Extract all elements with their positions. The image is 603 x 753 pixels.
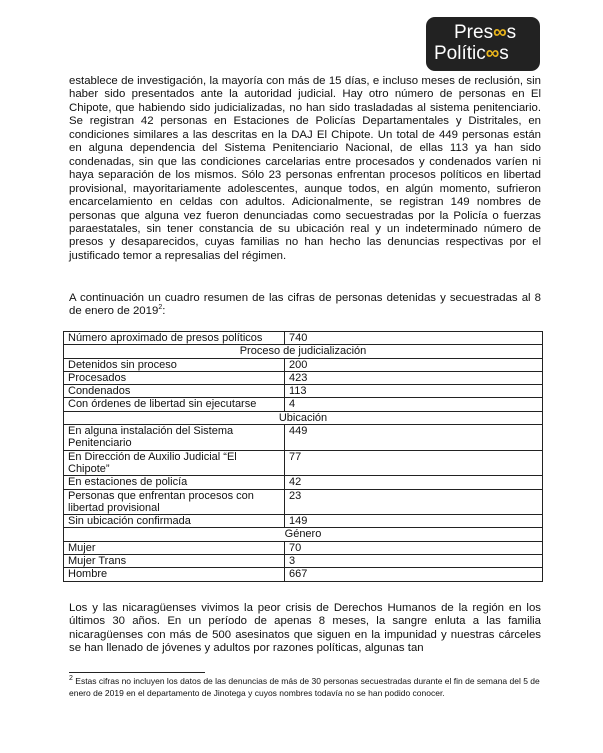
logo-text-presos: Pres — [454, 22, 494, 43]
logo-line-2 — [426, 43, 540, 64]
section-row — [64, 528, 543, 541]
row-label: Personas que enfrentan procesos con libertad provisional — [64, 489, 285, 515]
row-label: Número aproximado de presos políticos — [64, 332, 285, 345]
row-value: 4 — [285, 398, 543, 411]
row-value: 42 — [285, 476, 543, 489]
row-value: 423 — [285, 371, 543, 384]
row-value: 70 — [285, 541, 543, 554]
table-row — [64, 450, 543, 476]
row-label: Sin ubicación confirmada — [64, 515, 285, 528]
row-value: 149 — [285, 515, 543, 528]
row-label: En Dirección de Auxilio Judicial “El Chipote” — [64, 450, 285, 476]
summary-table-container — [63, 331, 543, 582]
row-value: 449 — [285, 425, 543, 451]
table-row — [64, 358, 543, 371]
row-label: Hombre — [64, 568, 285, 581]
row-label: Detenidos sin proceso — [64, 358, 285, 371]
footnote-ref: 2 — [158, 304, 163, 312]
footnote-text: Estas cifras no incluyen los datos de las denuncias de más de 30 personas secuestradas durante el fin de semana del 5 de enero de 2019 en el departamento de Jinotega y cuyos nombres todavía no se han podido conocer. — [69, 676, 540, 698]
paragraph-crisis: Los y las nicaragüenses vivimos la peor crisis de Derechos Humanos de la región en los últimos 30 años. En un período de apenas 8 meses, la sangre enluta a las familia nicaragüenses con más de 500 asesinatos que siguen en la impunidad y nuestras cárceles se han llenado de jóvenes y adultos por razones políticas, algunas tan — [69, 602, 541, 655]
paragraph-intro: establece de investigación, la mayoría con más de 15 días, e incluso meses de reclusión, sin haber sido presentados ante la autoridad judicial. Hay otro número de personas en El Chipote, que habiendo sido judicializadas, no han sido trasladadas al sistema penitenciario. Se registran 42 personas en Estaciones de Policías Departamentales y Distritales, en condiciones similares a las descritas en la DAJ El Chipote. Un total de 449 personas están en alguna dependencia del Sistema Penitenciario Nacional, de ellas 113 ya han sido condenadas, sin que las condiciones carcelarias entre procesados y condenados varíen ni haya separación de los mismos. Sólo 23 personas enfrentan procesos políticos en libertad provisional, mayoritariamente adolescentes, aunque todos, en algún momento, sufrieron encarcelamiento en celdas con adultos. Adicionalmente, se registran 149 nombres de personas que alguna vez fueron denunciadas como secuestradas por la Policía o fuerzas paraestatales, sin tener constancia de su ubicación real y un indeterminado número de presos y desaparecidos, cuyas familias no han hecho las denuncias respectivas por el justificado temor a represalias del régimen. — [69, 75, 541, 262]
row-label: Con órdenes de libertad sin ejecutarse — [64, 398, 285, 411]
table-row — [64, 398, 543, 411]
summary-table — [63, 331, 543, 582]
row-label: Condenados — [64, 385, 285, 398]
section-heading-ubicacion: Ubicación — [64, 411, 543, 424]
row-label: Procesados — [64, 371, 285, 384]
section-row — [64, 411, 543, 424]
handcuff-icon: ∞ — [493, 22, 507, 43]
section-row — [64, 345, 543, 358]
presos-politicos-logo — [426, 17, 540, 71]
row-label: En estaciones de policía — [64, 476, 285, 489]
paragraph-table-intro — [69, 292, 541, 319]
table-row — [64, 332, 543, 345]
row-label: Mujer Trans — [64, 555, 285, 568]
paragraph-table-intro-text: A continuación un cuadro resumen de las cifras de personas detenidas y secuestradas al 8 de enero de 2019 — [69, 292, 541, 318]
table-row — [64, 476, 543, 489]
table-row — [64, 385, 543, 398]
row-value: 667 — [285, 568, 543, 581]
logo-text-politicos-end: s — [499, 43, 509, 64]
row-value: 3 — [285, 555, 543, 568]
row-value: 23 — [285, 489, 543, 515]
paragraph-table-intro-end: : — [162, 305, 166, 318]
table-row — [64, 541, 543, 554]
logo-text-politicos: Polític — [434, 43, 486, 64]
table-row — [64, 425, 543, 451]
row-value: 200 — [285, 358, 543, 371]
row-value: 77 — [285, 450, 543, 476]
row-label: En alguna instalación del Sistema Penitenciario — [64, 425, 285, 451]
footnote — [69, 676, 541, 699]
logo-line-1 — [426, 22, 540, 43]
footnote-divider — [69, 672, 205, 673]
table-row — [64, 555, 543, 568]
table-row — [64, 371, 543, 384]
row-value: 113 — [285, 385, 543, 398]
table-row — [64, 515, 543, 528]
footnote-mark: 2 — [69, 675, 73, 683]
row-label: Mujer — [64, 541, 285, 554]
row-value: 740 — [285, 332, 543, 345]
section-heading-genero: Género — [64, 528, 543, 541]
table-row — [64, 489, 543, 515]
handcuff-icon: ∞ — [485, 43, 500, 64]
section-heading-proceso: Proceso de judicialización — [64, 345, 543, 358]
table-row — [64, 568, 543, 581]
logo-text-presos-end: s — [506, 22, 517, 43]
